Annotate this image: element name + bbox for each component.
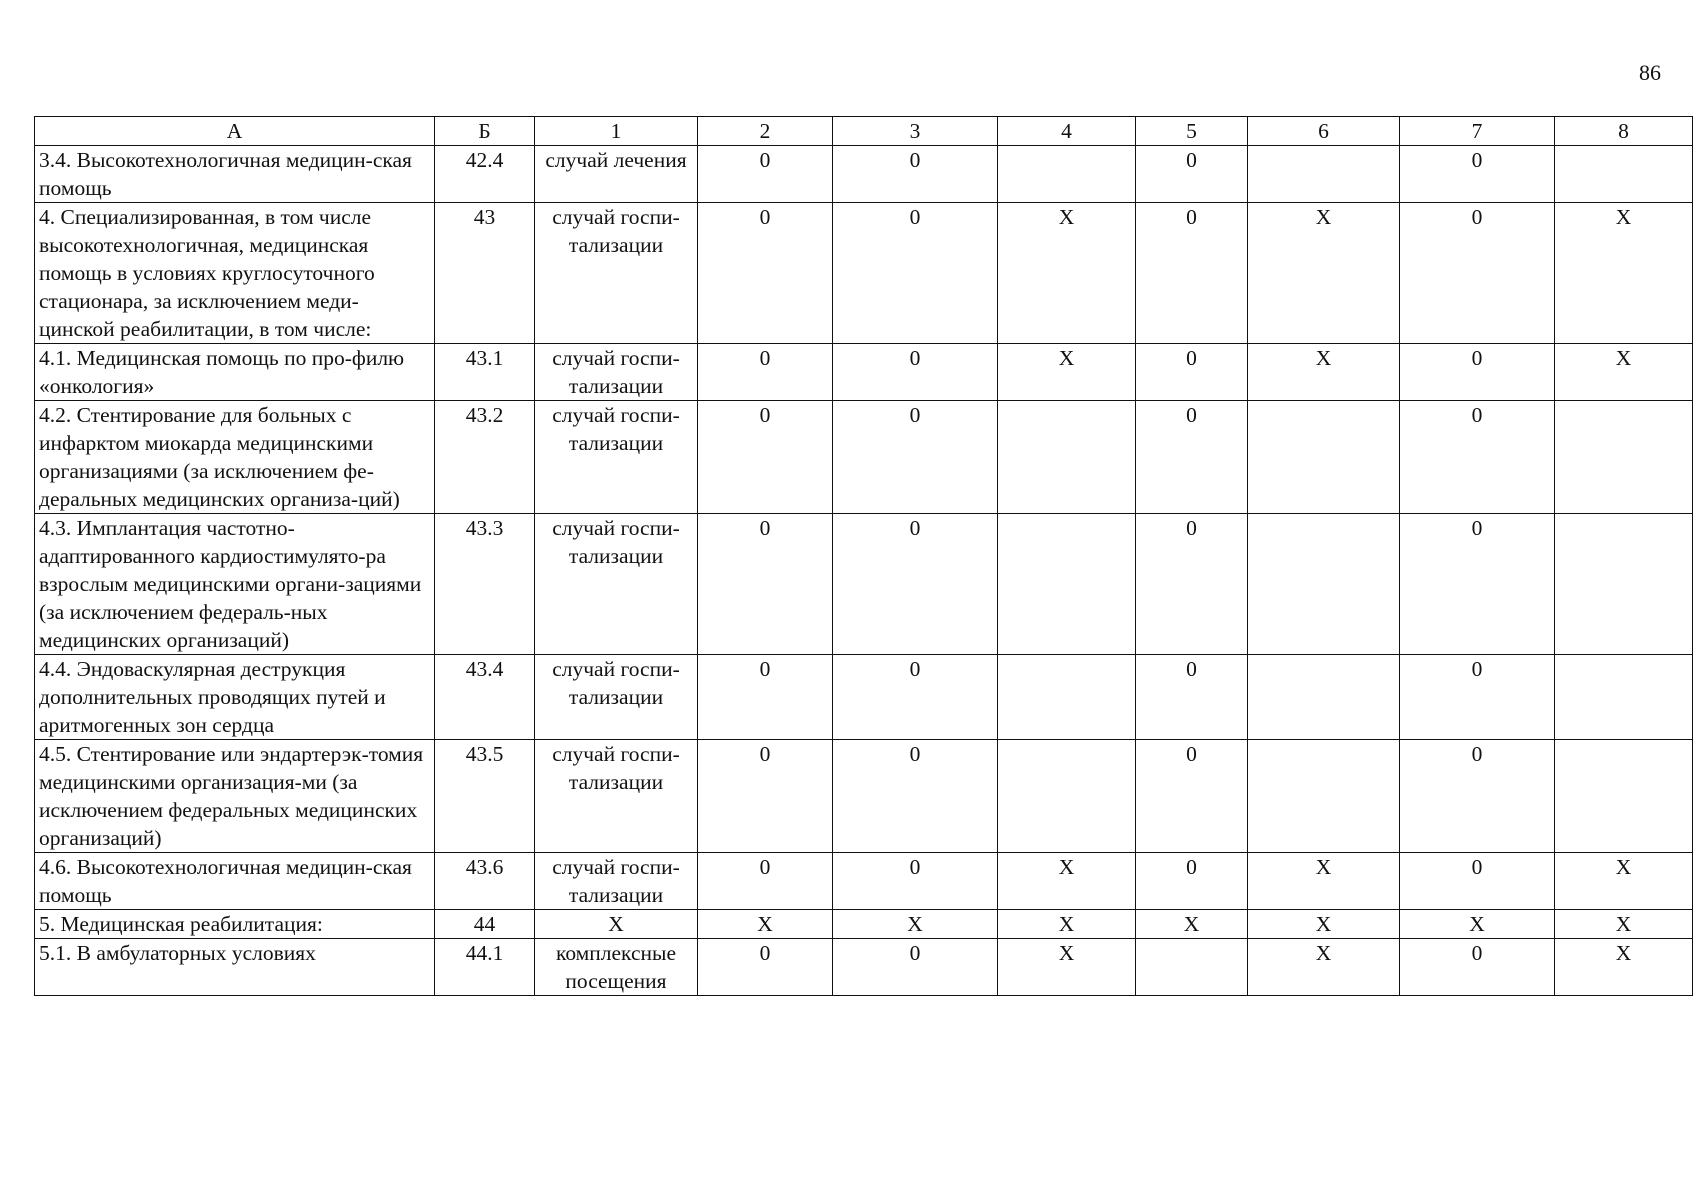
value-cell: 0: [1400, 740, 1555, 853]
value-cell: 0: [698, 740, 833, 853]
value-cell: [1555, 514, 1693, 655]
row-label: 4.5. Стентирование или эндартерэк-томия медицинскими организация-ми (за исключением федеральных медицинских организаций): [35, 740, 435, 853]
value-cell: 0: [1400, 401, 1555, 514]
column-header: А: [35, 117, 435, 146]
row-unit: случай госпи-тализации: [535, 344, 698, 401]
row-code: 43.1: [435, 344, 535, 401]
table-row: [35, 853, 1693, 910]
row-code: 42.4: [435, 146, 535, 203]
value-cell: 0: [1136, 514, 1248, 655]
value-cell: X: [1555, 910, 1693, 939]
value-cell: 0: [698, 203, 833, 344]
value-cell: X: [998, 344, 1136, 401]
value-cell: X: [1555, 939, 1693, 996]
value-cell: [1555, 655, 1693, 740]
value-cell: X: [1136, 910, 1248, 939]
data-table: [34, 116, 1693, 996]
table-row: [35, 939, 1693, 996]
column-header: 4: [998, 117, 1136, 146]
value-cell: X: [998, 853, 1136, 910]
value-cell: [1248, 401, 1400, 514]
value-cell: [1248, 740, 1400, 853]
value-cell: 0: [1400, 146, 1555, 203]
value-cell: 0: [833, 939, 998, 996]
value-cell: 0: [1400, 655, 1555, 740]
row-unit: случай госпи-тализации: [535, 853, 698, 910]
row-code: 43.2: [435, 401, 535, 514]
value-cell: X: [1248, 939, 1400, 996]
page-number: 86: [1639, 60, 1661, 85]
value-cell: X: [1248, 910, 1400, 939]
value-cell: 0: [833, 853, 998, 910]
row-label: 5. Медицинская реабилитация:: [35, 910, 435, 939]
value-cell: [1555, 401, 1693, 514]
value-cell: [998, 514, 1136, 655]
row-unit: случай госпи-тализации: [535, 401, 698, 514]
value-cell: 0: [1136, 344, 1248, 401]
value-cell: X: [998, 939, 1136, 996]
value-cell: [1555, 146, 1693, 203]
value-cell: [998, 740, 1136, 853]
value-cell: 0: [833, 146, 998, 203]
value-cell: 0: [833, 203, 998, 344]
row-code: 43.4: [435, 655, 535, 740]
value-cell: 0: [833, 514, 998, 655]
value-cell: [998, 146, 1136, 203]
row-unit: случай госпи-тализации: [535, 203, 698, 344]
value-cell: 0: [833, 655, 998, 740]
value-cell: [1248, 146, 1400, 203]
value-cell: 0: [698, 401, 833, 514]
value-cell: [998, 401, 1136, 514]
value-cell: X: [1555, 344, 1693, 401]
row-unit: случай госпи-тализации: [535, 740, 698, 853]
value-cell: X: [698, 910, 833, 939]
table-row: [35, 910, 1693, 939]
value-cell: 0: [698, 853, 833, 910]
value-cell: 0: [698, 939, 833, 996]
row-code: 43.5: [435, 740, 535, 853]
value-cell: [1555, 740, 1693, 853]
column-header: Б: [435, 117, 535, 146]
row-label: 4. Специализированная, в том числе высокотехнологичная, медицинская помощь в условиях круглосуточного стационара, за исключением меди-цинской реабилитации, в том числе:: [35, 203, 435, 344]
value-cell: X: [1400, 910, 1555, 939]
column-header: 5: [1136, 117, 1248, 146]
table-row: [35, 655, 1693, 740]
value-cell: X: [1555, 853, 1693, 910]
column-header: 1: [535, 117, 698, 146]
row-label: 4.1. Медицинская помощь по про-филю «онкология»: [35, 344, 435, 401]
value-cell: 0: [1136, 203, 1248, 344]
value-cell: 0: [1136, 146, 1248, 203]
value-cell: 0: [1136, 740, 1248, 853]
value-cell: X: [833, 910, 998, 939]
row-unit: X: [535, 910, 698, 939]
row-code: 43.6: [435, 853, 535, 910]
value-cell: [1248, 514, 1400, 655]
value-cell: 0: [833, 401, 998, 514]
column-header: 8: [1555, 117, 1693, 146]
row-code: 43.3: [435, 514, 535, 655]
value-cell: 0: [1136, 401, 1248, 514]
value-cell: 0: [698, 344, 833, 401]
column-header: 7: [1400, 117, 1555, 146]
column-header: 3: [833, 117, 998, 146]
row-code: 44.1: [435, 939, 535, 996]
row-label: 5.1. В амбулаторных условиях: [35, 939, 435, 996]
row-label: 4.4. Эндоваскулярная деструкция дополнительных проводящих путей и аритмогенных зон сердца: [35, 655, 435, 740]
value-cell: 0: [1136, 853, 1248, 910]
row-label: 4.3. Имплантация частотно-адаптированного кардиостимулято-ра взрослым медицинскими органи-зациями (за исключением федераль-ных медицинских организаций): [35, 514, 435, 655]
value-cell: 0: [1400, 514, 1555, 655]
table-row: [35, 514, 1693, 655]
row-code: 44: [435, 910, 535, 939]
value-cell: [998, 655, 1136, 740]
table-row: [35, 203, 1693, 344]
table-row: [35, 344, 1693, 401]
row-label: 3.4. Высокотехнологичная медицин-ская помощь: [35, 146, 435, 203]
row-label: 4.6. Высокотехнологичная медицин-ская помощь: [35, 853, 435, 910]
value-cell: 0: [833, 740, 998, 853]
value-cell: 0: [698, 655, 833, 740]
value-cell: [1136, 939, 1248, 996]
value-cell: X: [998, 910, 1136, 939]
table-row: [35, 146, 1693, 203]
value-cell: 0: [833, 344, 998, 401]
value-cell: 0: [1400, 939, 1555, 996]
value-cell: 0: [1400, 344, 1555, 401]
value-cell: 0: [1400, 853, 1555, 910]
row-code: 43: [435, 203, 535, 344]
value-cell: X: [998, 203, 1136, 344]
value-cell: 0: [698, 514, 833, 655]
column-header: 6: [1248, 117, 1400, 146]
value-cell: [1248, 655, 1400, 740]
column-header: 2: [698, 117, 833, 146]
row-label: 4.2. Стентирование для больных с инфарктом миокарда медицинскими организациями (за исключением фе-деральных медицинских организа-ций): [35, 401, 435, 514]
header-row: [35, 117, 1693, 146]
value-cell: X: [1248, 344, 1400, 401]
value-cell: 0: [1400, 203, 1555, 344]
value-cell: 0: [1136, 655, 1248, 740]
row-unit: случай лечения: [535, 146, 698, 203]
table-row: [35, 740, 1693, 853]
row-unit: случай госпи-тализации: [535, 514, 698, 655]
value-cell: 0: [698, 146, 833, 203]
value-cell: X: [1248, 853, 1400, 910]
value-cell: X: [1555, 203, 1693, 344]
row-unit: случай госпи-тализации: [535, 655, 698, 740]
value-cell: X: [1248, 203, 1400, 344]
table-row: [35, 401, 1693, 514]
row-unit: комплексные посещения: [535, 939, 698, 996]
